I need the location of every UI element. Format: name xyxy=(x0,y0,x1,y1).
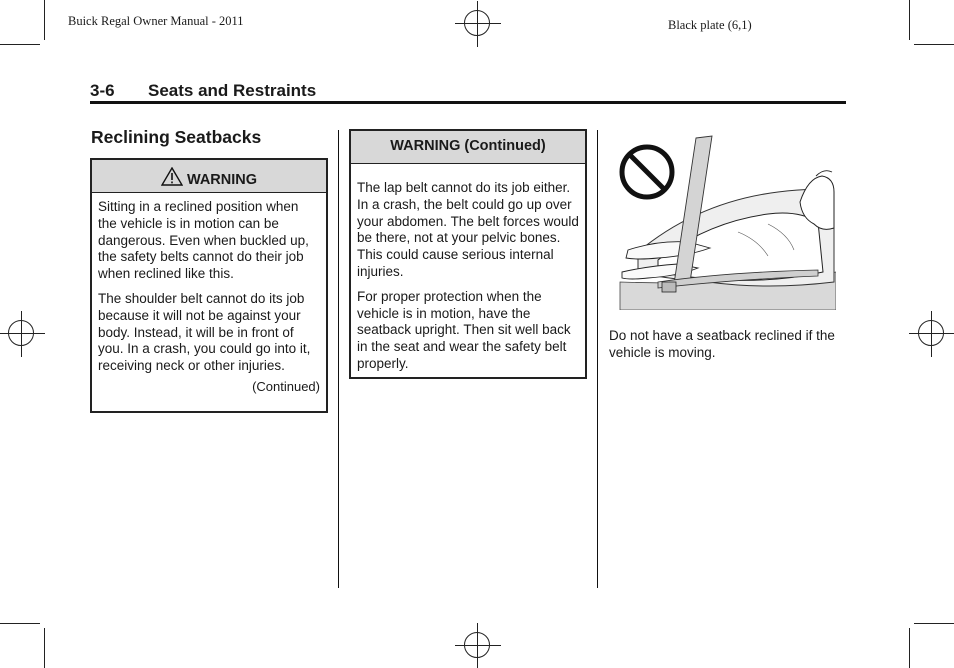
registration-mark-right xyxy=(918,320,944,346)
warning-body xyxy=(351,164,585,373)
warning-paragraph: The lap belt cannot do its job either. In a crash, the belt could go up over your abdomen. The belt forces would be there, not at your pelvic bones. This could cause serious internal injuries. xyxy=(357,180,579,279)
crop-mark xyxy=(44,0,45,40)
section-rule xyxy=(90,101,846,104)
crop-mark xyxy=(0,623,40,624)
column-divider xyxy=(338,130,339,588)
crop-mark xyxy=(909,628,910,668)
page-heading: Reclining Seatbacks xyxy=(91,127,262,147)
warning-body xyxy=(92,193,326,396)
crop-mark xyxy=(0,44,40,45)
warning-header: WARNING (Continued) xyxy=(351,131,585,164)
warning-triangle-icon xyxy=(161,167,183,186)
crop-mark xyxy=(914,44,954,45)
section-number: 3-6 xyxy=(90,81,115,100)
crop-mark xyxy=(909,0,910,40)
section-header xyxy=(90,81,316,101)
registration-mark-top xyxy=(464,10,490,36)
warning-box xyxy=(90,158,328,413)
crop-mark xyxy=(914,623,954,624)
warning-paragraph: For proper protection when the vehicle is in motion, have the seatback upright. Then sit well back in the seat and wear the safety belt properly. xyxy=(357,288,571,371)
warning-box-continued xyxy=(349,129,587,379)
warning-paragraph: Sitting in a reclined position when the vehicle is in motion can be dangerous. Even when buckled up, the safety belts cannot do their job when reclined like this. xyxy=(98,199,309,282)
reclined-seat-illustration xyxy=(618,132,836,310)
illustration-caption: Do not have a seatback reclined if the vehicle is moving. xyxy=(609,328,835,360)
prohibition-sign-icon xyxy=(622,147,672,197)
crop-mark xyxy=(44,628,45,668)
continued-label: (Continued) xyxy=(252,378,320,394)
registration-mark-left xyxy=(8,320,34,346)
manual-title: Buick Regal Owner Manual - 2011 xyxy=(68,14,244,28)
plate-label: Black plate (6,1) xyxy=(668,18,752,32)
warning-header xyxy=(92,160,326,193)
registration-mark-bottom xyxy=(464,632,490,658)
column-divider xyxy=(597,130,598,588)
warning-paragraph: The shoulder belt cannot do its job because it will not be against your body. Instead, it will be in front of you. In a crash, you could go into it, receiving neck or other injuries. xyxy=(98,290,311,374)
warning-label: WARNING xyxy=(186,172,258,188)
section-title: Seats and Restraints xyxy=(148,81,317,100)
